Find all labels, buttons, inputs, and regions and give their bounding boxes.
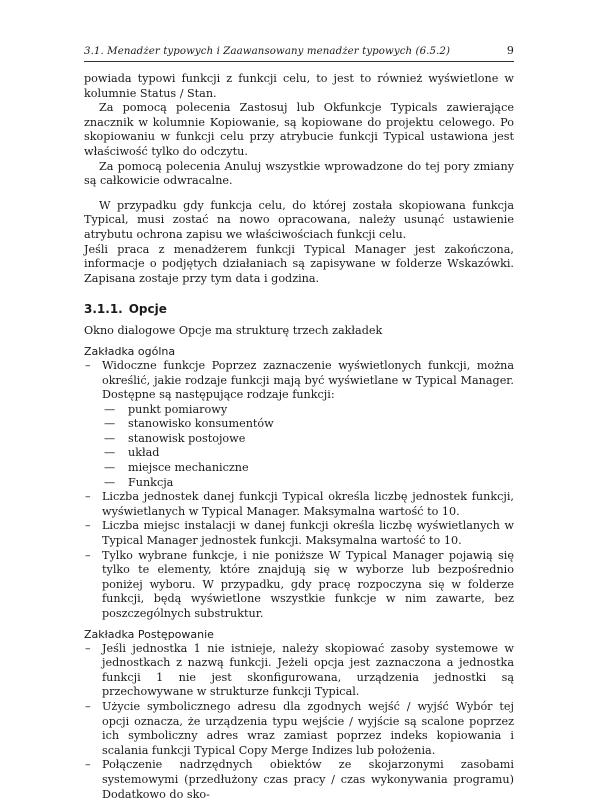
- paragraph: Za pomocą polecenia Zastosuj lub Okfunkcje Typicals zawierające znacznik w kolumnie Kopiowanie, są kopiowane do projektu celowego. Po skopiowaniu w funkcji celu przy atrybucie funkcji Typical ustawiona jest właściwość tylko do odczytu.: [84, 101, 514, 158]
- function-type-item: — punkt pomiarowy: [102, 403, 514, 418]
- list-item-text: Widoczne funkcje Poprzez zaznaczenie wyświetlonych funkcji, można określić, jakie rodzaje funkcji mają być wyświetlane w Typical Manager. Dostępne są następujące rodzaje funkcji:: [102, 358, 514, 402]
- subheading-procedure-tab: Zakładka Postępowanie: [84, 627, 214, 641]
- list-item: – Liczba miejsc instalacji w danej funkcji określa liczbę wyświetlanych w Typical Manager jednostek funkcji. Maksymalna wartość to 10.: [84, 519, 514, 548]
- subheading-general-tab: Zakładka ogólna: [84, 344, 176, 358]
- paragraph: Za pomocą polecenia Anuluj wszystkie wprowadzone do tej pory zmiany są całkowicie odwracalne.: [84, 159, 514, 188]
- paragraph-gap: [84, 189, 514, 199]
- paragraph: powiada typowi funkcji z funkcji celu, to jest to również wyświetlone w kolumnie Status / Stan.: [84, 72, 514, 100]
- running-header: [84, 44, 514, 57]
- function-type-item: — układ: [102, 446, 514, 461]
- function-type-list: [102, 403, 514, 491]
- function-type-item: — stanowisko konsumentów: [102, 417, 514, 432]
- paragraph: W przypadku gdy funkcja celu, do której została skopiowana funkcja Typical, musi zostać na nowo opracowana, należy usunąć ustawienie atrybutu ochrona zapisu we właściwościach funkcji celu.: [84, 198, 514, 241]
- list-item: – Liczba jednostek danej funkcji Typical określa liczbę jednostek funkcji, wyświetlanych w Typical Manager. Maksymalna wartość to 10.: [84, 490, 514, 519]
- general-tab-list: [84, 359, 514, 622]
- list-item: – Użycie symbolicznego adresu dla zgodnych wejść / wyjść Wybór tej opcji oznacza, że urządzenia typu wejście / wyjście są scalone poprzez ich symboliczny adres wraz zamiast poprzez indeks kopiowania i scalania funkcji Typical Copy Merge Indizes lub położenia.: [84, 700, 514, 758]
- list-item: – Jeśli jednostka 1 nie istnieje, należy skopiować zasoby systemowe w jednostkach z nazwą funkcji. Jeżeli opcja jest zaznaczona a jednostka funkcji 1 nie jest skonfigurowana, urządzenia jednostki są przechowywane w strukturze funkcji Typical.: [84, 642, 514, 700]
- list-item: [84, 359, 514, 490]
- header-rule: [84, 61, 514, 62]
- function-type-item: — stanowisk postojowe: [102, 432, 514, 447]
- function-type-item: — Funkcja: [102, 476, 514, 491]
- paragraph: Jeśli praca z menadżerem funkcji Typical Manager jest zakończona, informacje o podjętych działaniach są zapisywane w folderze Wskazówki. Zapisana zostaje przy tym data i godzina.: [84, 242, 514, 285]
- section-number: 3.1.1.: [84, 302, 123, 317]
- list-item: – Tylko wybrane funkcje, i nie poniższe W Typical Manager pojawią się tylko te elementy, które znajdują się w wyborze lub bezpośrednio poniżej wyboru. W przypadku, gdy pracę rozpoczyna się w folderze funkcji, będą wyświetlone wszystkie funkcje w nim zawarte, bez poszczególnych substruktur.: [84, 549, 514, 622]
- section-title: Opcje: [128, 302, 167, 317]
- document-page: [84, 44, 514, 802]
- header-title: 3.1. Menadżer typowych i Zaawansowany menadżer typowych (6.5.2): [84, 46, 451, 57]
- list-item: – Połączenie nadrzędnych obiektów ze skojarzonymi zasobami systemowymi (przedłużony czas pracy / czas wykonywania programu) Dodatkowo do sko-: [84, 758, 514, 802]
- page-number: 9: [506, 44, 514, 57]
- function-type-item: — miejsce mechaniczne: [102, 461, 514, 476]
- procedure-tab-list: [84, 642, 514, 802]
- section-intro: Okno dialogowe Opcje ma strukturę trzech zakładek: [84, 324, 383, 338]
- section-heading: [84, 302, 514, 316]
